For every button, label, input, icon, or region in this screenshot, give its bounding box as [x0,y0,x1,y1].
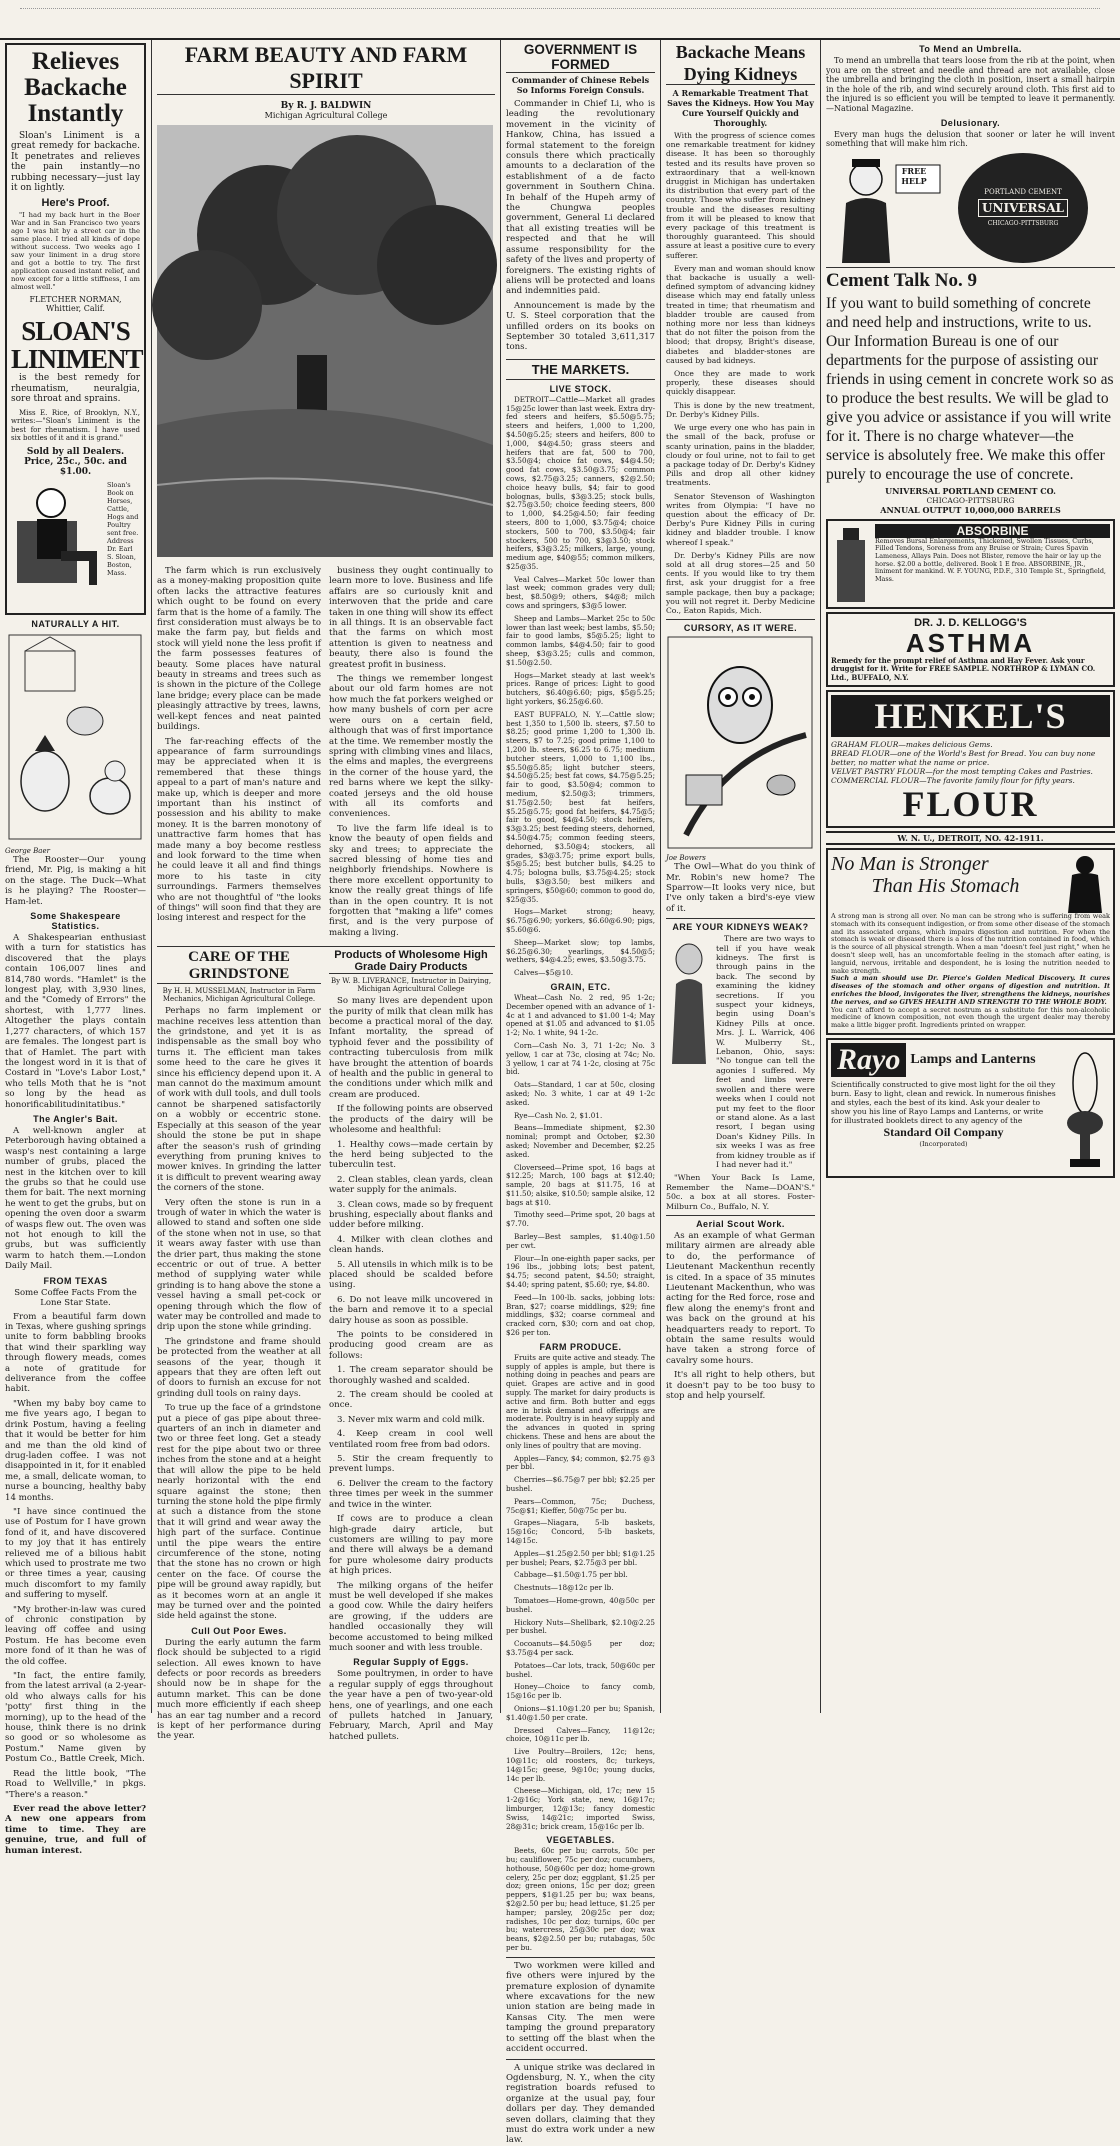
dairy-paragraph: 2. The cream should be cooled at once. [329,1390,493,1411]
rooster-pig-duck-cartoon [5,631,145,843]
cull-title: Cull Out Poor Ewes. [191,1625,287,1636]
grain-paragraph: Beans—Immediate shipment, $2.30 nominal; prompt and October, $2.30 asked; November and December, $2.25 asked. [506,1123,655,1159]
dairy-paragraph: 4. Milker with clean clothes and clean hands. [329,1234,493,1256]
produce-paragraph: Cocoanuts—$4.50@5 per doz; $3.75@4 per sack. [506,1639,655,1657]
stomach-title-2: Than His Stomach [871,874,1020,897]
markets-headline: THE MARKETS. [506,359,655,380]
grain-title: GRAIN, ETC. [550,981,611,992]
delusion-title: Delusionary. [940,117,1001,128]
produce-paragraph: Pears—Common, 75c; Duchess, 75c@$1; Kieffer, 50@75c per bu. [506,1496,655,1515]
produce-paragraph: Apples—Fancy, $4; common, $2.75 @3 per bbl. [506,1453,655,1472]
dairy-paragraph: 4. Keep cream in cool well ventilated room free from bad odors. [329,1429,493,1450]
livestock-paragraph: Calves—$5@10. [514,968,574,978]
asthma-name: ASTHMA [905,627,1036,658]
farm-byline: By R. J. BALDWIN [280,101,372,111]
kidney-paragraph: There are two ways to tell if you have weak kidneys. The first is through pains in the back. The second by examining the kidney secretions. If you suspect your kidneys, begin using Doan's Kidney Pills at once. Mrs. J. L. Warrick, 406 W. Mulberry St., Lebanon, Ohio, says: "No tongue can tell the agonies I suffered. My feet and limbs were swollen and there were weeks when I could not put my feet to the floor or stand alone. As a last resort, I began using Doan's Kidney Pills. In six weeks I was as free from kidney trouble as if I had never had it." [716,934,815,1169]
grindstone-article [157,947,321,1746]
produce-paragraph: Onions—$1.10@1.20 per bu; Spanish, $1.40@1.50 per crate. [506,1703,655,1722]
cement-city: CHICAGO-PITTSBURG [926,495,1015,505]
testimonial: Miss E. Rice, of Brooklyn, N.Y., writes:—"Sloan's Liniment is the best for rheumatism. I have used six bottles of it and it is grand." [11,408,140,443]
dairy-paragraph: 5. Stir the cream frequently to prevent lumps. [329,1454,493,1475]
angler-text: A well-known angler at Peterborough having obtained a wasp's nest containing a large number of grubs, placed the nest in the kitchen over to kill the grubs so that he could use them for bait. The next morning he went to get the grubs, but on opening the oven door a swarm of wasps flew out. The oven was not hot enough to kill the grubs, but was sufficiently warm to hatch them.—London Daily Mail. [5,1125,146,1272]
cursory-title: CURSORY, AS IT WERE. [666,619,815,633]
backache-paragraph: Every man and woman should know that backache is usually a well-defined symptom of advancing kidney disease which may end fatally unless treated in time; that rheumatism and bladder trouble are caused from nothing more nor less than kidneys that do not filter the poison from the blood; that dropsy, Bright's disease, diabetes and bladder-stones are caused by bad kidneys. [666,263,815,365]
dairy-paragraph: 3. Never mix warm and cold milk. [337,1414,485,1425]
dairy-paragraph: 1. The cream separator should be thoroughly washed and scalded. [329,1365,493,1386]
cement-talk-text: If you want to build something of concrete and need help and instructions, write to us. Our Information Bureau is one of our departments for the purpose of assisting our friends in using cement in concrete work so as to produce the best results. We will be glad to give you advice or assistance if you will write for it. There is no charge whatever—the service is absolutely free. We make this offer purely to encourage the use of concrete. [826,294,1114,483]
govt-paragraph: Announcement is made by the U. S. Steel corporation that the unfilled orders on its books on September 30 totaled 3,611,317 tons. [506,300,655,353]
produce-paragraph: Honey—Choice to fancy comb, 15@16c per lb. [506,1682,655,1701]
asthma-doctor: DR. J. D. KELLOGG'S [914,616,1027,629]
texas-paragraph: Ever read the above letter? A new one appears from time to time. They are genuine, true, and full of human interest. [5,1803,146,1856]
sloan-book-offer: Sloan's Book on Horses, Cattle, Hogs and Poultry sent free. Address Dr. Earl S. Sloan, Boston, Mass. [107,480,139,577]
grindstone-headline: CARE OF THE GRINDSTONE [157,949,321,984]
cartoon-artist-signature: George Baer [5,847,50,855]
stats-text: A Shakespearian enthusiast with a turn for statistics has discovered that the plays contain 106,007 lines and 814,780 words. "Hamlet" is the longest play, with 3,930 lines, and the "Comedy of Errors" the shortest, with 1,777 lines. Altogether the plays contain 1,277 characters, of which 157 are females. The longest part is that of Hamlet. The part with the longest word in it is that of Costard in "Love's Labor Lost," who tells Moth that he is "not so long by the head as honorificabilitudinitatibus." [5,933,146,1110]
rayo-brand: Rayo [831,1043,906,1077]
farm-affiliation: Michigan Agricultural College [264,111,388,120]
texas-paragraph: "My brother-in-law was cured of chronic constipation by leaving off coffee and using Postum. He has become even more fond of it than he was of the old coffee. [5,1604,146,1667]
henkel-item: GRAHAM FLOUR—makes delicious Gems. [831,739,993,749]
farm-article-right [329,566,493,942]
cement-output: ANNUAL OUTPUT 10,000,000 BARRELS [880,504,1061,515]
texas-subtitle: Some Coffee Facts From the Lone Star State. [14,1287,137,1308]
absorbine-ad [826,519,1115,609]
column-1 [0,40,151,1856]
henkel-flour-word: FLOUR [902,783,1039,824]
price-line: Sold by all Dealers. Price, 25c., 50c. and $1.00. [24,446,127,477]
dairy-paragraph: 6. Deliver the cream to the factory three times per week in the summer and twice in the winter. [329,1478,493,1510]
livestock-paragraph: Veal Calves—Market 50c lower than last week; common grades very dull; best, $8.50@9; others, $4@8; milch cows and springers, $3@5 lower. [506,574,655,611]
texas-paragraph: Read the little book, "The Road to Wellville," in pkgs. "There's a reason." [5,1768,146,1800]
farm-paragraph: business they ought continually to learn more to love. Business and life affairs are so curiously knit and interwoven that the pride and care taken in one thing will show its effect in all things. It is an observable fact that the farms on which most attention is given to neatness and beauty, there also is found the greatest profit in business. [329,566,493,670]
dairy-paragraph: 5. All utensils in which milk is to be placed should be scalded before using. [329,1259,493,1291]
strike-news: A unique strike was declared in Ogdensburg, N. Y., when the city registration boards refused to organize at the usual pay, four dollars per day. They demanded seven dollars, claiming that they must do extra work under a new law. [506,2059,655,2146]
livestock-title: LIVE STOCK. [549,383,612,394]
asthma-ad [826,612,1115,687]
free-help-sign: FREE HELP [901,165,927,186]
dairy-paragraph: If the following points are observed the products of the dairy will be wholesome and healthful: [329,1104,493,1136]
column-3 [501,40,660,2146]
grindstone-paragraph: To true up the face of a grindstone put a piece of gas pipe about three-quarters of an inch in diameter and two or three feet long. Get a steady rest for the pipe about two or three inches from the stone and at a height that will allow the pipe to be held nearly horizontal with the end square against the stone; then turning the stone hold the pipe firmly at such a distance from the stone that it will grind and wear away the high part of the surface. Continue until the pipe wears the entire circumference of the stone, noting that the stone has no crown or high center on the face. Of course the pipe will be ground away rapidly, but as it becomes worn at an angle it may be turned over and the pointed side held against the stone. [157,1403,321,1622]
rayo-company: Standard Oil Company [883,1124,1004,1139]
scout-text: As an example of what German military airmen are already able to do, the performance of Lieutenant Mackenthun recently is cited. In a space of 35 minutes Lieutenant Mackenthun, who was acting for the Red force, rose and flew along the enemy's front and was back on the ground at his headquarters ready to report. To obtain the same results would have taken a strong force of cavalry some hours. [666,1230,815,1366]
grain-paragraph: Feed—In 100-lb. sacks, jobbing lots: Bran, $27; coarse middlings, $29; fine middlings, $32; coarse cornmeal and cracked corn, $30; corn and oat chop, $26 per ton. [506,1292,655,1338]
asthma-text: Remedy for the prompt relief of Asthma and Hay Fever. Ask your druggist for it. Write for FREE SAMPLE. NORTHROP & LYMAN CO. Ltd., BUFFALO, N.Y. [831,655,1096,682]
delusion-text: Every man hugs the delusion that sooner or later he will invent something that will make him rich. [826,129,1115,149]
sloans-liniment-ad [5,43,146,615]
bottle-icon [831,524,871,604]
produce-paragraph: Cherries—$6.75@7 per bbl; $2.25 per bushel. [506,1475,655,1493]
rayo-lamps-ad [826,1038,1115,1178]
backache-paragraph: We urge every one who has pain in the small of the back, profuse or scanty urination, pains in the bladder, cloudy or foul urine, not to fail to get a package today of Dr. Derby's Kidney Pills and drop all other kidney treatments. [666,423,815,488]
dairy-byline: By W. B. LIVERANCE, Instructor in Dairying, Michigan Agricultural College [330,977,492,994]
henkel-item: VELVET PASTRY FLOUR—for the most tempting Cakes and Pastries. [831,766,1093,776]
texas-title: FROM TEXAS [43,1275,108,1286]
backache-paragraph: This is done by the new treatment, Dr. Derby's Kidney Pills. [666,400,815,419]
dairy-article [329,947,493,1746]
farm-paragraph: The far-reaching effects of the appearance of farm surroundings may be appreciated when it is remembered that these things appeal to a part of man's nature and make up, which is deeper and more important than his instinct of possession and his ability to make money. It is the barren monotony of unattractive farm homes that has made many a boy become restless and look forward to the time when he could leave it all and find things more to his taste in city surroundings. Farmers themselves who are not thoughtful of "the looks of things" will soon find that they are losing interest and respect for the [157,736,321,924]
backache-paragraph: With the progress of science comes one remarkable treatment for kidney disease. It has been so thoroughly tested and its results have proven so extraordinary that a well-known druggist in Michigan has undertaken its distribution that every part of the country. Those who suffer from kidney trouble and the diseases resulting from it will be pleased to know that every package of this treatment is thoroughly guaranteed. This should assure at least a positive cure to every sufferer. [666,131,815,260]
column-5 [821,40,1120,1713]
produce-paragraph: Tomatoes—Home-grown, 40@50c per bushel. [506,1595,655,1614]
help-yourself-text: It's all right to help others, but it doesn't pay to be too busy to stop and help yourself. [666,1370,815,1402]
stomach-paragraph: A strong man is strong all over. No man can be strong who is suffering from weak stomach with its consequent indigestion, or from some other disease of the stomach and its associated organs, which impairs digestion and nutrition. For when the stomach is weak or diseased there is a loss of the nutrition contained in food, which is the source of all physical strength. When a man "doesn't feel just right," when he doesn't sleep well, has an uncomfortable feeling in the stomach after eating, is languid, nervous, irritable and despondent, he is losing the nutrition needed to make strength. [831,911,1110,975]
owl-sparrow-cartoon [666,635,814,850]
dairy-paragraph: 1. Healthy cows—made certain by the herd being subjected to the tuberculin test. [329,1139,493,1171]
man-in-chair-illustration [11,481,103,591]
produce-paragraph: Hickory Nuts—Shellbark, $2.10@2.25 per bushel. [506,1617,655,1636]
backache-headline-1: Backache Means [675,42,806,62]
dairy-paragraph: 3. Clean cows, made so by frequent brushing, especially about flanks and udder before milking. [329,1199,493,1231]
produce-paragraph: Fruits are quite active and steady. The supply of apples is ample, but there is nothing doing in peaches and pears are quiet. Grapes are active and in good supply. The market for dairy products is active and firm. Both butter and eggs are in brisk demand and offerings are moderate. Poultry is in heavy supply and the advances in quoted in spring chickens. These and hens are about the only lines of poultry that are moving. [506,1352,655,1450]
backache-headline-2: Dying Kidneys [666,64,815,85]
stomach-paragraph: Such a man should use Dr. Pierce's Golden Medical Discovery. It cures diseases of the stomach and other organs of digestion and nutrition. It enriches the blood, invigorates the liver, strengthens the kidneys, nourishes the nerves, and so GIVES HEALTH AND STRENGTH TO THE WHOLE BODY. [831,974,1110,1006]
grain-paragraph: Oats—Standard, 1 car at 50c, closing asked; No. 3 white, 1 car at 49 1-2c asked. [506,1080,655,1107]
farm-headline: FARM BEAUTY AND FARM SPIRIT [157,42,495,95]
produce-paragraph: Dressed Calves—Fancy, 11@12c; choice, 10@11c per lb. [506,1725,655,1744]
livestock-paragraph: Sheep—Market slow; top lambs, $6.25@6.30; yearlings, $4.50@5; wethers, $4@4.25; ewes, $3.50@3.75. [506,937,655,965]
produce-paragraph: Potatoes—Car lots, track, 50@60c per bushel. [506,1660,655,1679]
henkels-flour-ad [826,690,1115,828]
vegetables-title: VEGETABLES. [546,1835,615,1846]
stomach-title-1: No Man is Stronger [831,852,989,875]
kidney-paragraph: "When Your Back Is Lame, Remember the Name—DOAN'S." 50c. a box at all stores. Foster-Milburn Co., Buffalo, N. Y. [666,1173,815,1211]
cursory-artist-signature: Joe Bowers [666,854,706,863]
livestock-paragraph: EAST BUFFALO, N. Y.—Cattle slow; best 1,350 to 1,500 lb. steers, $7.50 to $8.25; good prime 1,200 to 1,300 lb. steers, $7 to 7.25; good prime 1,100 to 1,200 lb. steers, $6.25 to 6.75; medium butcher steers, 1,000 to 1,100 lbs., $5.50@5.85; light butcher steers, $4.50@5.25; best fat cows, $4.75@5.25; fair to good, $3.50@4; common to medium, $2.50@3; trimmers, $1.75@2.50; best fat heifers, $5.25@5.75; good fat heifers, $4.75@5; fair to good, $4@4.50; stock heifers, $3@3.25; best feeding steers, dehorned, $4.50@4.75; common feeding steers, dehorned, $3.50@4; stockers, all grades, $3@3.75; prime export bulls, $5@5.25; best butcher bulls, $4.25 to 4.75; bologna bulls, $3.75@4.25; stock bulls, $3@3.50; best milkers and springers, $50@60; common to good do, $25@35. [506,709,655,904]
grain-paragraph: Barley—Best samples, $1.40@1.50 per cwt. [506,1232,655,1250]
college-lane-bridge-photo [157,125,493,557]
proof-signature: FLETCHER NORMAN, Whittier, Calif. [29,295,122,314]
cement-company: UNIVERSAL PORTLAND CEMENT CO. [885,485,1056,496]
eggs-text: Some poultrymen, in order to have a regular supply of eggs throughout the year have a pen of two-year-old hens, one of yearlings, and one each of pullets hatched in January, February, March, April and May hatched pullets. [329,1669,493,1742]
grain-paragraph: Corn—Cash No. 3, 71 1-2c; No. 3 yellow, 1 car at 73c, closing at 74c; No. 3 yellow, 1 car at 74 1-2c, closing at 75c bid. [506,1040,655,1077]
backache-paragraph: Once they are made to work properly, these diseases should quickly disappear. [666,369,815,397]
grain-paragraph: Flour—In one-eighth paper sacks, per 196 lbs., jobbing lots; best patent, $4.75; second patent, $4.50; straight, $4.40; spring patent, $5.60; rye, $4.80. [506,1253,655,1290]
grain-paragraph: Rye—Cash No. 2, $1.01. [514,1110,603,1120]
brand-name: SLOAN'S LINIMENT [11,316,143,375]
produce-paragraph: Chestnuts—18@12c per lb. [514,1583,614,1593]
govt-headline: GOVERNMENT IS FORMED [506,42,655,73]
henkel-brand: HENKEL'S [831,695,1110,737]
vegetables-text: Beets, 60c per bu; carrots, 50c per bu; cauliflower, 75c per doz; cucumbers, hothouse, 50@60c per doz; home-grown celery, 25c per doz; eggplant, $1.25 per doz; green onions, 15c per doz; green peppers, $1@1.25 per bu; wax beans, $2@2.50 per bu; head lettuce, $1.25 per hamper; parsley, 20@25c per doz; radishes, 10c per doz; turnips, 60c per bu; watercress, 25@30c per doz; wax beans, $2@2.50 per bu; rutabagas, 50c per bu. [506,1846,655,1953]
rayo-subtitle: Lamps and Lanterns [910,1051,1036,1067]
grain-paragraph: Timothy seed—Prime spot, 20 bags at $7.70. [506,1210,655,1229]
stomach-paragraph: You can't afford to accept a secret nostrum as a substitute for this non-alcoholic medicine of known composition, not even though the urgent dealer may thereby make a little bigger profit. Ingredients printed on wrapper. [831,1005,1110,1030]
absorbine-name: ABSORBINE [875,524,1110,538]
cursory-caption: The Owl—What do you think of Mr. Robin's new home? The Sparrow—It looks very nice, but I've only taken a bird's-eye view of it. [666,862,815,914]
henkel-item: COMMERCIAL FLOUR—The favorite family flour for fifty years. [831,775,1075,785]
backache-paragraph: Dr. Derby's Kidney Pills are now sold at all drug stores—25 and 50 cents. If you would like to try them first, ask your druggist for a free sample package, then buy a package; you will not regret it. Derby Medicine Co., Eaton Rapids, Mich. [666,550,815,615]
texas-paragraph: "In fact, the entire family, from the latest arrival (a 2-year-old who always calls for his 'potty' first thing in the morning), up to the head of the house, think there is no drink so good or so wholesome as Postum." Name given by Postum Co., Battle Creek, Mich. [5,1671,146,1765]
cement-talk-title: Cement Talk No. 9 [826,267,1115,292]
produce-paragraph: Apples—$1.25@2.50 per bbl; $1@1.25 per bushel; Pears, $2.75@3 per bbl. [506,1548,655,1567]
grain-paragraph: Wheat—Cash No. 2 red, 95 1-2c; December opened with an advance of 1-4c at 1 and advanced to $1.00 1-4; May opened at $1.05 and advanced to $1.05 1-2; No. 1 white, 94 1-2c. [506,992,655,1038]
faded-header-rule [20,8,1100,19]
seal-top-text: PORTLAND CEMENT [984,188,1062,197]
govt-paragraph: Commander in Chief Li, who is leading the revolutionary movement in the vicinity of Hankow, China, has issued a formal statement to the foreign consuls there which practically amounts to a declaration of the establishment of a de facto government in Southern China. In behalf of the Hupeh army of the Chungwa peoples government, General Li declared that all existing treaties will be respected and that he will assume responsibility for the safety of the lives and property of foreigners. The existing rights of aliens will be protected and loans and indemnities paid. [506,99,655,297]
produce-paragraph: Cabbage—$1.50@1.75 per bbl. [514,1570,628,1580]
dairy-paragraph: The points to be considered in producing good cream are as follows: [329,1330,493,1361]
livestock-paragraph: DETROIT—Cattle—Market all grades 15@25c lower than last week. Extra dry-fed steers and heifers, $5.50@5.75; steers and heifers, 1,000 to 1,200, $4.50@5.25; steers and heifers, 800 to 1,000, $4@4.50; grass steers and heifers that are fat, 500 to 700, $3.50@4; choice fat cows, $4@4.50; good fat cows, $3.50@3.75; common cows, $2.75@3.25; canners, $2@2.50; choice heavy bulls, $4; fair to good bolognas, bulls, $3@3.25; stock bulls, $2.75@3.50; choice feeding steers, 800 to 1,000, $4.25@4.50; fair feeding steers, 800 to 1,000, $3.75@4; choice stockers, 500 to 700, $3.50@4; fair stockers, 500 to 700, $3@3.50; stock heifers, $3@3.25; milkers, large, young, medium age, $40@55; common milkers, $25@35. [506,394,656,571]
livestock-paragraph: Hogs—Market strong; heavy, $6.75@6.90; yorkers, $6.60@6.90; pigs, $5.60@6. [506,907,655,934]
masthead-strip [0,0,1120,40]
eggs-title: Regular Supply of Eggs. [353,1657,469,1668]
cartoon-title: NATURALLY A HIT. [31,619,120,629]
produce-paragraph: Grapes—Niagara, 5-lb baskets, 15@16c; Concord, 5-lb baskets, 14@15c. [506,1518,655,1545]
farm-paragraph: The farm which is run exclusively as a money-making proposition quite often lacks the attractive features which ought to be found on every farm that is the home of a family. The first consideration must always be to make the farm pay, but fields and stock will yield none the less profit if the farm possesses features of beauty. Some places have natural beauty in streams and trees such as is shown in the picture of the College lane bridge; every place can be made pleasingly attractive by trees, lawns, well-kept fences and neat painted buildings. [157,566,321,733]
henkel-item: BREAD FLOUR—one of the World's Best for Bread. You can buy none better, no matter what the name or price. [831,748,1096,767]
ad-headline: Relieves Backache Instantly [24,48,127,127]
brand-desc: is the best remedy for rheumatism, neuralgia, sore throat and sprains. [11,373,140,405]
grindstone-paragraph: The grindstone and frame should be protected from the weather at all seasons of the year, though it appears that they are often left out of doors to furnish an excuse for not grinding dull tools on rainy days. [157,1336,321,1399]
farm-paragraph: To live the farm life ideal is to know the beauty of open fields and sky and trees; to appreciate the sacred blessing of home ties and neighborly friendships. Nowhere is there more excellent opportunity to know the really great things of life than in the open country. It is not forgotten that "making a life" comes first, and is the very purpose of making a living. [329,823,493,938]
blast-news: Two workmen were killed and five others were injured by the premature explosion of dynamite where excavations for the new union station are being made in Kansas City. The men were tamping the ground preparatory to setting off the blast when the accident occurred. [506,1957,655,2055]
livestock-paragraph: Hogs—Market steady at last week's prices. Range of prices: Light to good butchers, $6.40@6.60; pigs, $5@5.25; light yorkers, $6.25@6.60. [506,670,655,707]
texas-paragraph: "When my baby boy came to me five years ago, I began to drink Postum, having a feeling that it would be better for him and me than the old kind of drug-laden coffee. I was not disappointed in it, for it enabled me, a small, delicate woman, to nurse a bouncing, healthy baby 14 months. [5,1398,146,1503]
rayo-incorporated: (Incorporated) [919,1139,968,1148]
proof-title: Here's Proof. [41,197,110,210]
woman-portrait-illustration [666,934,712,1064]
kidney-title: ARE YOUR KIDNEYS WEAK? [666,918,815,932]
wnu-line: W. N. U., DETROIT, NO. 42-1911. [826,831,1115,845]
grindstone-byline: By H. H. MUSSELMAN, Instructor in Farm Mechanics, Michigan Agricultural College. [162,987,316,1004]
produce-paragraph: Cheese—Michigan, old, 17c; new 15 1-2@16c; York state, new, 16@17c; limburger, 12@13c; fancy domestic Swiss, 14@21c; imported Swiss, 28@31c; brick cream, 15@16c per lb. [506,1786,655,1831]
rayo-text: Scientifically constructed to give most light for the oil they burn. Easy to light, clean and rewick. In numerous finishes and styles, each the best of its kind. Ask your dealer to show you his line of Rayo Lamps and Lanterns, or write for illustrated booklets direct to any agency of the [831,1079,1056,1125]
cartoon-caption: The Rooster—Our young friend, Mr. Pig, is making a hit on the stage. The Duck—What is he playing? The Rooster—Ham-let. [5,855,146,907]
umbrella-title: To Mend an Umbrella. [919,44,1022,54]
scout-title: Aerial Scout Work. [666,1215,815,1229]
grindstone-paragraph: Perhaps no farm implement or machine receives less attention than the grindstone, and yet it is as indispensable as the small boy who turns it. The efficient man takes some heed to the care he gives it since his efficiency depend upon it. A man cannot do the maximum amount of work with dull tools, and dull tools cannot be sharpened satisfactorily on a wobbly or eccentric stone. Especially at this season of the year should the stone be put in shape after the season's rush of grinding everything from pruning knives to mower knives. In grinding the latter it is difficult to prevent wearing away the corners of the stone. [157,1006,321,1194]
livestock-paragraph: Sheep and Lambs—Market 25c to 50c lower than last week; best lambs, $5.50; fair to good lambs, $5@5.25; light to common lambs, $4@4.50; fair to good sheep, $3@3.25; culls and common, $1.50@2.50. [506,613,655,667]
backache-subhead: A Remarkable Treatment That Saves the Kidneys. How You May Cure Yourself Quickly and Thoroughly. [667,88,814,128]
farm-paragraph: The things we remember longest about our old farm homes are not how much the fat porkers weighed or how many bushels of corn per acre were ours on a certain field, although that was of first importance at the time. We remember mostly the spring with climbing vines and lilacs, the elms and maples, the evergreens in the corner of the house yard, the red barns where we kept the silky-coated jerseys and the old house with all its comforts and conveniences. [329,674,494,820]
seal-brand: UNIVERSAL [978,199,1068,217]
govt-subhead: Commander of Chinese Rebels So Informs Foreign Consuls. [511,75,650,95]
grindstone-paragraph: Very often the stone is run in a trough of water in which the water is allowed to stand and soften one side of the stone when not in use, so that it wears away faster with use than the drier part, thus making the stone eccentric or out of true. A better method of supplying water while grinding is to hang above the stone a vessel having a small pet-cock or opening through which the flow of water may be controlled and made to drip upon the stone while grinding. [157,1197,321,1333]
texas-paragraph: "I have since continued the use of Postum for I have grown fond of it, and have discovered to my joy that it has entirely relieved me of a bilious habit which used to prostrate me two or three times a year, causing much discomfort to my family and suffering to myself. [5,1506,146,1601]
proof-text: "I had my back hurt in the Boer War and in San Francisco two years ago I was hit by a street car in the same place. I tried all kinds of dope without success. Two weeks ago I saw your liniment in a drug store and got a bottle to try. The first application caused instant relief, and now except for a little stiffness, I am almost well." [11,211,140,292]
dairy-paragraph: 2. Clean stables, clean yards, clean water supply for the animals. [329,1174,493,1196]
farm-article-left [157,566,321,942]
dairy-headline: Products of Wholesome High Grade Dairy Products [329,949,493,974]
angler-title: The Angler's Bait. [33,1113,118,1124]
strongman-illustration [1060,853,1110,913]
dairy-paragraph: If cows are to produce a clean high-grade dairy article, but customers are willing to pay more and there will always be a demand for pure wholesome dairy products at high prices. [329,1514,493,1577]
no-man-stronger-ad [826,848,1115,1035]
lamp-icon [1060,1043,1110,1173]
column-4 [661,40,820,1713]
produce-paragraph: Live Poultry—Broilers, 12c; hens, 10@11c; old roosters, 8c; turkeys, 14@15c; geese, 9@10c; young ducks, 14c per lb. [506,1747,655,1783]
backache-paragraph: Senator Stevenson of Washington writes from Olympia: "I have no question about the efficacy of Dr. Derby's Pure Kidney Pills in curing kidney and bladder trouble. I know whereof I speak." [666,491,815,547]
produce-title: FARM PRODUCE. [539,1341,622,1352]
universal-cement-seal [958,153,1088,263]
grain-paragraph: Cloverseed—Prime spot, 16 bags at $12.25; March, 100 bags at $12.40; sample, 20 bags at $11.75, 16 at $11.50; alsike, $10.50; sample alsike, 12 bags at $10. [506,1162,655,1207]
column-2 [152,40,500,1742]
stats-title: Some Shakespeare Statistics. [30,911,121,932]
seal-bottom-text: CHICAGO-PITTSBURG [987,220,1059,228]
dairy-paragraph: 6. Do not leave milk uncovered in the barn and remove it to a special dairy house as soon as possible. [329,1294,493,1326]
absorbine-text: Removes Bursal Enlargements, Thickened, Swollen Tissues, Curbs, Filled Tendons, Soreness from any Bruise or Strain; Cures Spavin Lameness, Allays Pain. Does not Blister, remove the hair or lay up the horse. $2.00 a bottle, delivered. Book 1 E free. ABSORBINE, JR., liniment for mankind. W. F. YOUNG, P.D.F., 310 Temple St., Springfield, Mass. [875,536,1106,583]
ad-intro: Sloan's Liniment is a great remedy for backache. It penetrates and relieves the pain instantly—no rubbing necessary—just lay it on lightly. [11,131,140,194]
dairy-paragraph: So many lives are dependent upon the purity of milk that clean milk has become a practical moral of the day. Infant mortality, the spread of typhoid fever and the possibility of contracting tuberculosis from milk have brought the attention of boards of health and the public in general to the conditions under which milk and cream are produced. [329,996,493,1100]
cull-text: During the early autumn the farm flock should be subjected to a rigid selection. All ewes known to have defects or poor records as breeders should now be in shape for the autumn market. This can be done much more efficiently if each sheep has an ear tag number and a record is kept of her performance during the year. [157,1637,321,1742]
texas-paragraph: From a beautiful farm down in Texas, where gushing springs unite to form babbling brooks that wind their sparkling way through flowery meads, comes a note of gratitude for deliverance from the coffee habit. [5,1311,146,1395]
umbrella-text: To mend an umbrella that tears loose from the rib at the point, when you are on the street and needle and thread are not available, close the umbrella and bringing the cloth in position, insert a small hairpin in the hole of the rib, and wind securely around cloth. This first aid to the injured is so efficient you will be tempted to leave it permanently.—National Magazine. [826,56,1115,113]
dairy-paragraph: The milking organs of the heifer must be well developed if she makes a good cow. While the dairy heifers are growing, if the udders are handled occasionally they will become accustomed to being milked much sooner and with less trouble. [329,1580,493,1653]
